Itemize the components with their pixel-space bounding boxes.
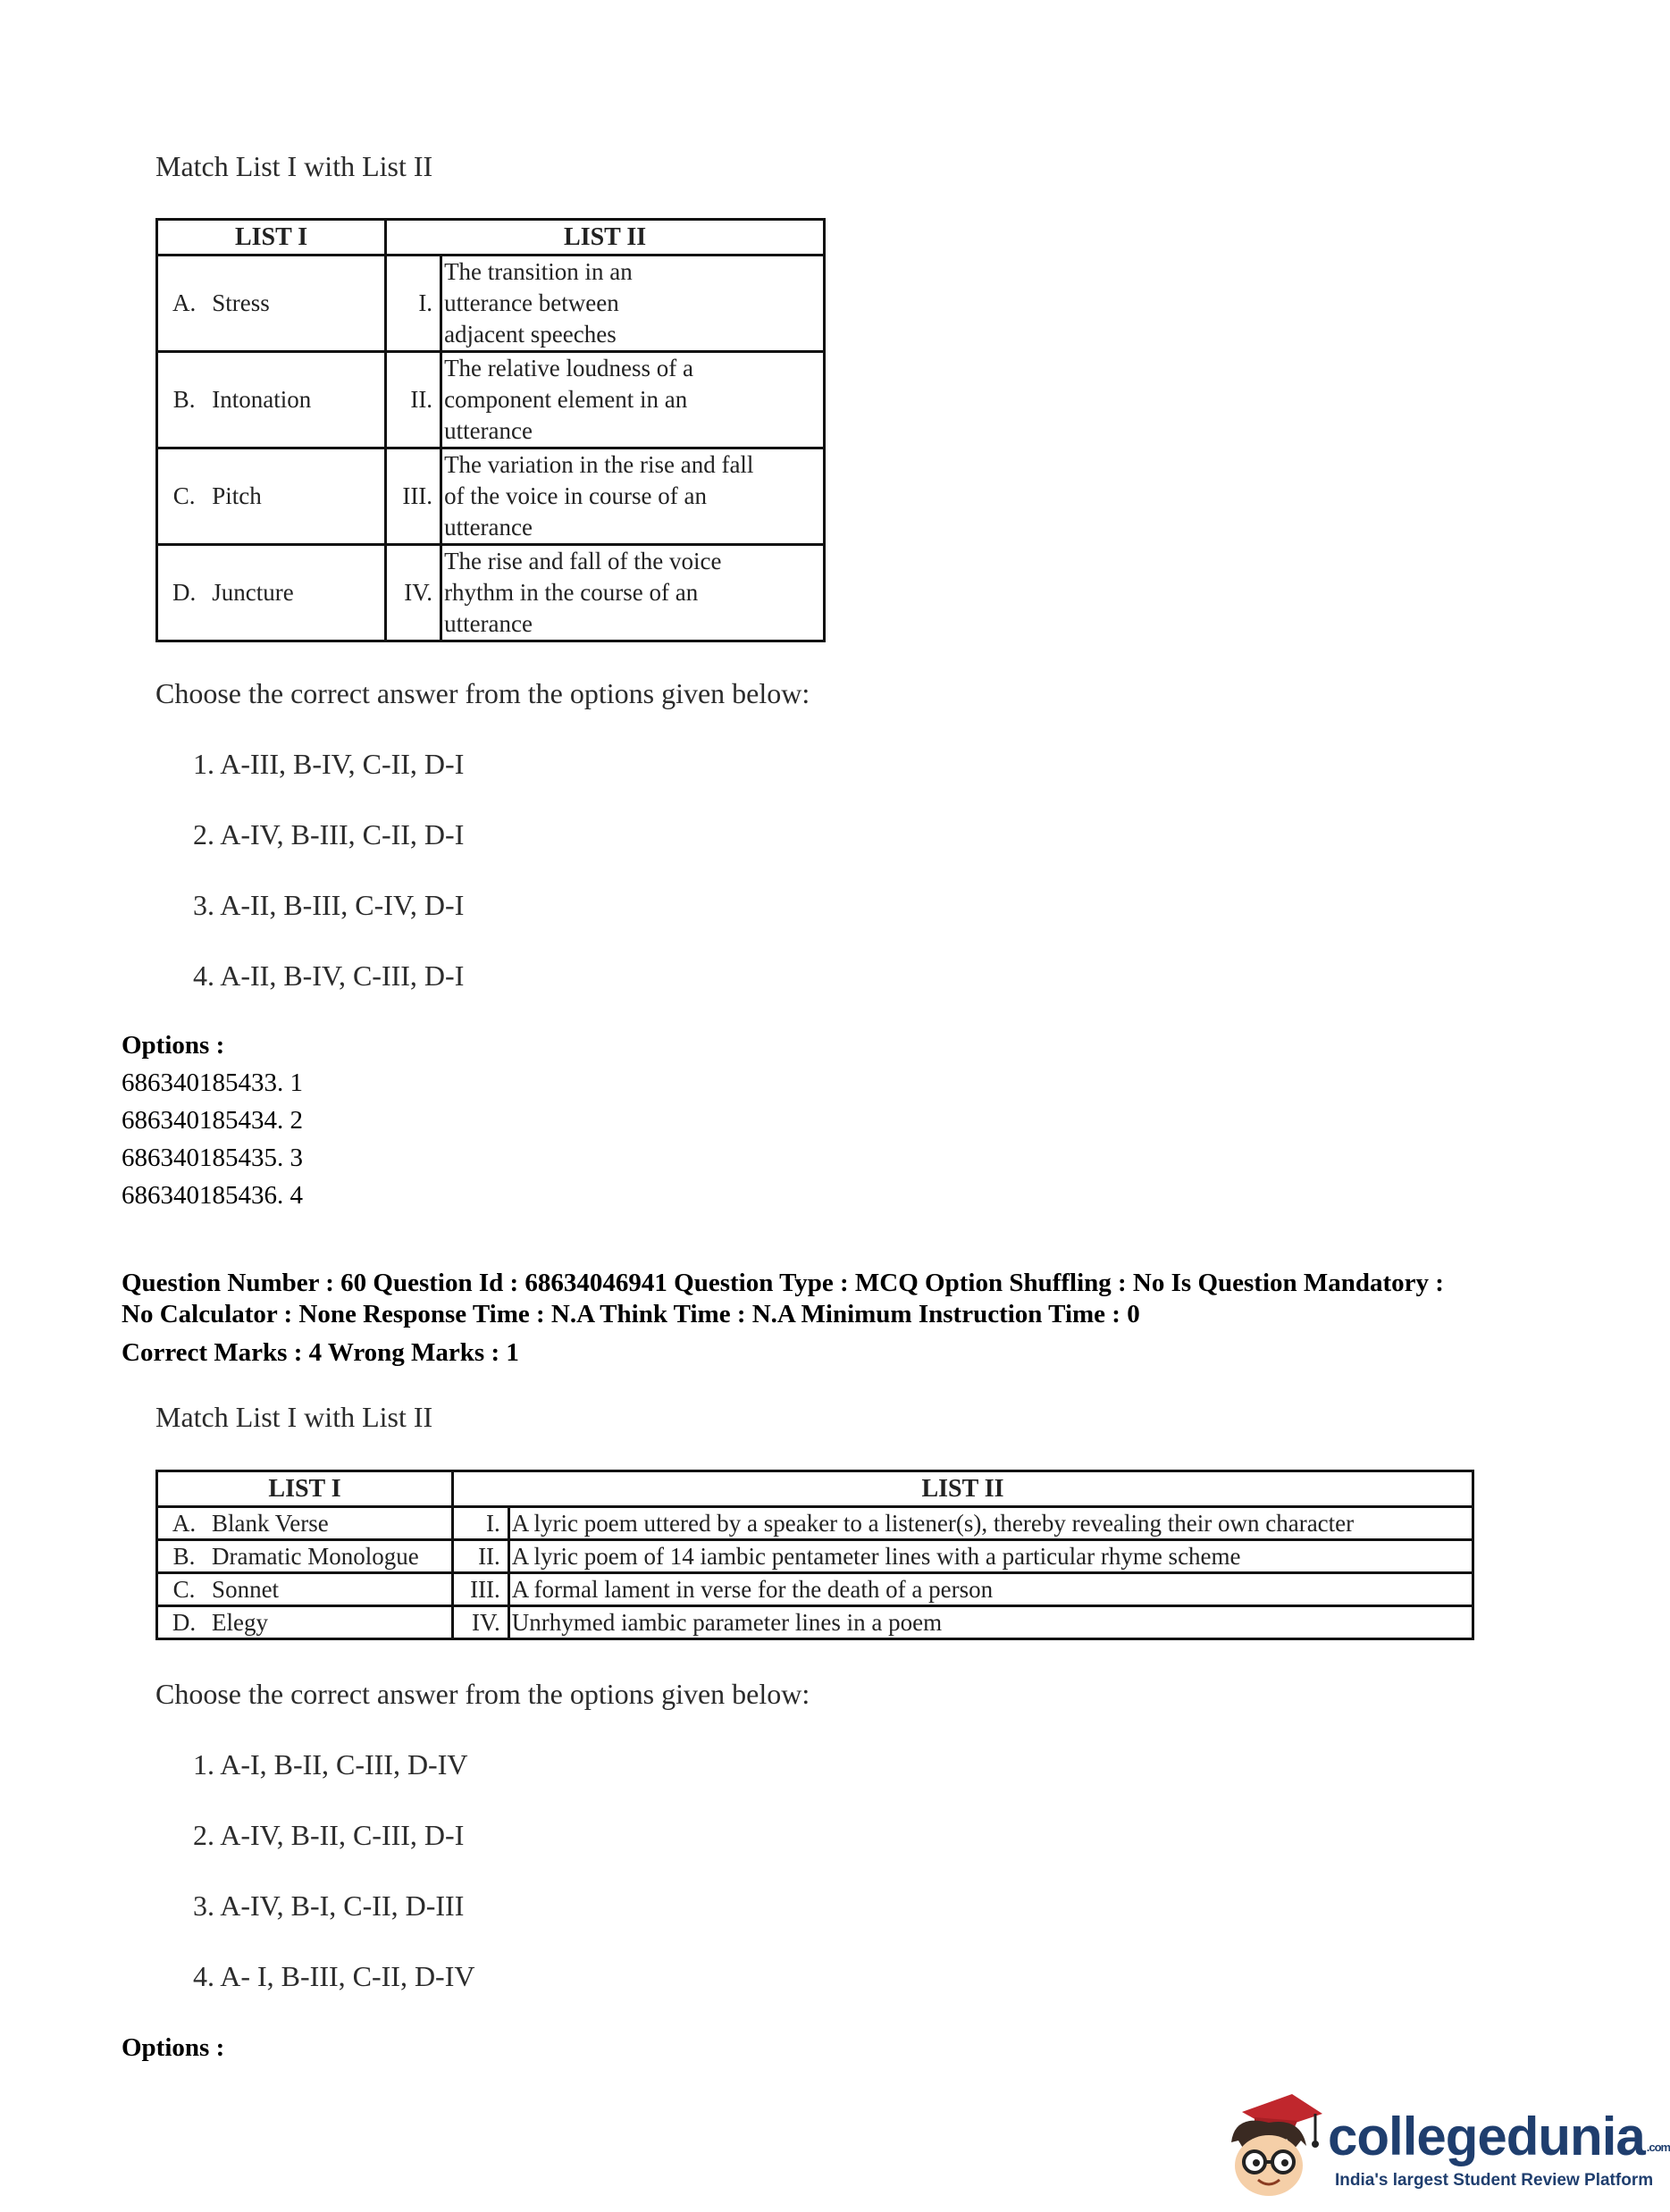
row-term: Elegy — [210, 1606, 453, 1639]
q1-instruction: Choose the correct answer from the options given below: — [155, 677, 810, 709]
brand-tagline: India's largest Student Review Platform — [1335, 2171, 1654, 2190]
q2-match-table — [155, 1470, 1474, 1640]
row-description: The relative loudness of a component element in an utterance — [441, 352, 825, 448]
q2-heading: Match List I with List II — [155, 1401, 433, 1433]
q2-answer-1: 1. A-I, B-II, C-III, D-IV — [193, 1748, 468, 1780]
row-code: C. — [157, 448, 211, 545]
q1-answer-3: 3. A-II, B-III, C-IV, D-I — [193, 889, 465, 921]
row-number: I. — [386, 256, 441, 352]
list2-header: LIST II — [386, 220, 825, 256]
row-number: IV. — [453, 1606, 509, 1639]
q2-options-label: Options : — [122, 2033, 225, 2062]
option-id: 686340185435. 3 — [122, 1144, 303, 1172]
row-code: A. — [157, 256, 211, 352]
row-description: A lyric poem of 14 iambic pentameter lines with a particular rhyme scheme — [508, 1540, 1473, 1573]
row-term: Dramatic Monologue — [210, 1540, 453, 1573]
q2-marks: Correct Marks : 4 Wrong Marks : 1 — [122, 1338, 519, 1367]
row-number: III. — [386, 448, 441, 545]
row-description: A formal lament in verse for the death of a person — [508, 1573, 1473, 1606]
row-description: The rise and fall of the voice rhythm in the course of an utterance — [441, 545, 825, 641]
row-description: The variation in the rise and fall of the voice in course of an utterance — [441, 448, 825, 545]
q1-answer-2: 2. A-IV, B-III, C-II, D-I — [193, 818, 465, 850]
row-number: IV. — [386, 545, 441, 641]
row-code: B. — [157, 352, 211, 448]
table-row — [157, 1540, 1473, 1573]
table-row — [157, 448, 825, 545]
row-description: The transition in an utterance between adjacent speeches — [441, 256, 825, 352]
table-row — [157, 256, 825, 352]
option-id: 686340185436. 4 — [122, 1181, 303, 1210]
table-header-row — [157, 1471, 1473, 1507]
row-code: D. — [157, 545, 211, 641]
row-number: II. — [453, 1540, 509, 1573]
list1-header: LIST I — [157, 1471, 453, 1507]
q2-meta-line-2: No Calculator : None Response Time : N.A Think Time : N.A Minimum Instruction Time : 0 — [122, 1300, 1140, 1328]
table-row — [157, 1573, 1473, 1606]
row-term: Sonnet — [210, 1573, 453, 1606]
row-number: III. — [453, 1573, 509, 1606]
row-code: B. — [157, 1540, 211, 1573]
q2-answer-3: 3. A-IV, B-I, C-II, D-III — [193, 1889, 465, 1922]
q1-match-table — [155, 218, 826, 642]
row-description: A lyric poem uttered by a speaker to a listener(s), thereby revealing their own character — [508, 1507, 1473, 1540]
q2-meta-line-1: Question Number : 60 Question Id : 68634046941 Question Type : MCQ Option Shuffling : No Is Question Mandatory : — [122, 1269, 1444, 1297]
row-term: Pitch — [210, 448, 385, 545]
mascot-icon — [1215, 2087, 1328, 2203]
row-term: Intonation — [210, 352, 385, 448]
table-row — [157, 352, 825, 448]
row-number: II. — [386, 352, 441, 448]
table-row — [157, 1606, 1473, 1639]
q1-answer-1: 1. A-III, B-IV, C-II, D-I — [193, 748, 465, 780]
row-code: A. — [157, 1507, 211, 1540]
option-id: 686340185434. 2 — [122, 1106, 303, 1135]
row-number: I. — [453, 1507, 509, 1540]
row-term: Juncture — [210, 545, 385, 641]
option-id: 686340185433. 1 — [122, 1068, 303, 1097]
q2-answer-4: 4. A- I, B-III, C-II, D-IV — [193, 1960, 475, 1992]
list1-header: LIST I — [157, 220, 386, 256]
collegedunia-logo[interactable] — [1215, 2087, 1670, 2203]
q2-instruction: Choose the correct answer from the options given below: — [155, 1678, 810, 1710]
row-code: C. — [157, 1573, 211, 1606]
table-row — [157, 545, 825, 641]
row-description: Unrhymed iambic parameter lines in a poem — [508, 1606, 1473, 1639]
brand-name: collegedunia .com — [1328, 2107, 1670, 2166]
row-term: Stress — [210, 256, 385, 352]
q1-answer-4: 4. A-II, B-IV, C-III, D-I — [193, 959, 465, 992]
q2-answer-2: 2. A-IV, B-II, C-III, D-I — [193, 1819, 465, 1851]
row-term: Blank Verse — [210, 1507, 453, 1540]
q2-meta-block — [122, 1268, 1587, 1330]
q1-heading: Match List I with List II — [155, 150, 433, 182]
q1-options-label: Options : — [122, 1031, 225, 1060]
list2-header: LIST II — [453, 1471, 1473, 1507]
table-header-row — [157, 220, 825, 256]
row-code: D. — [157, 1606, 211, 1639]
table-row — [157, 1507, 1473, 1540]
